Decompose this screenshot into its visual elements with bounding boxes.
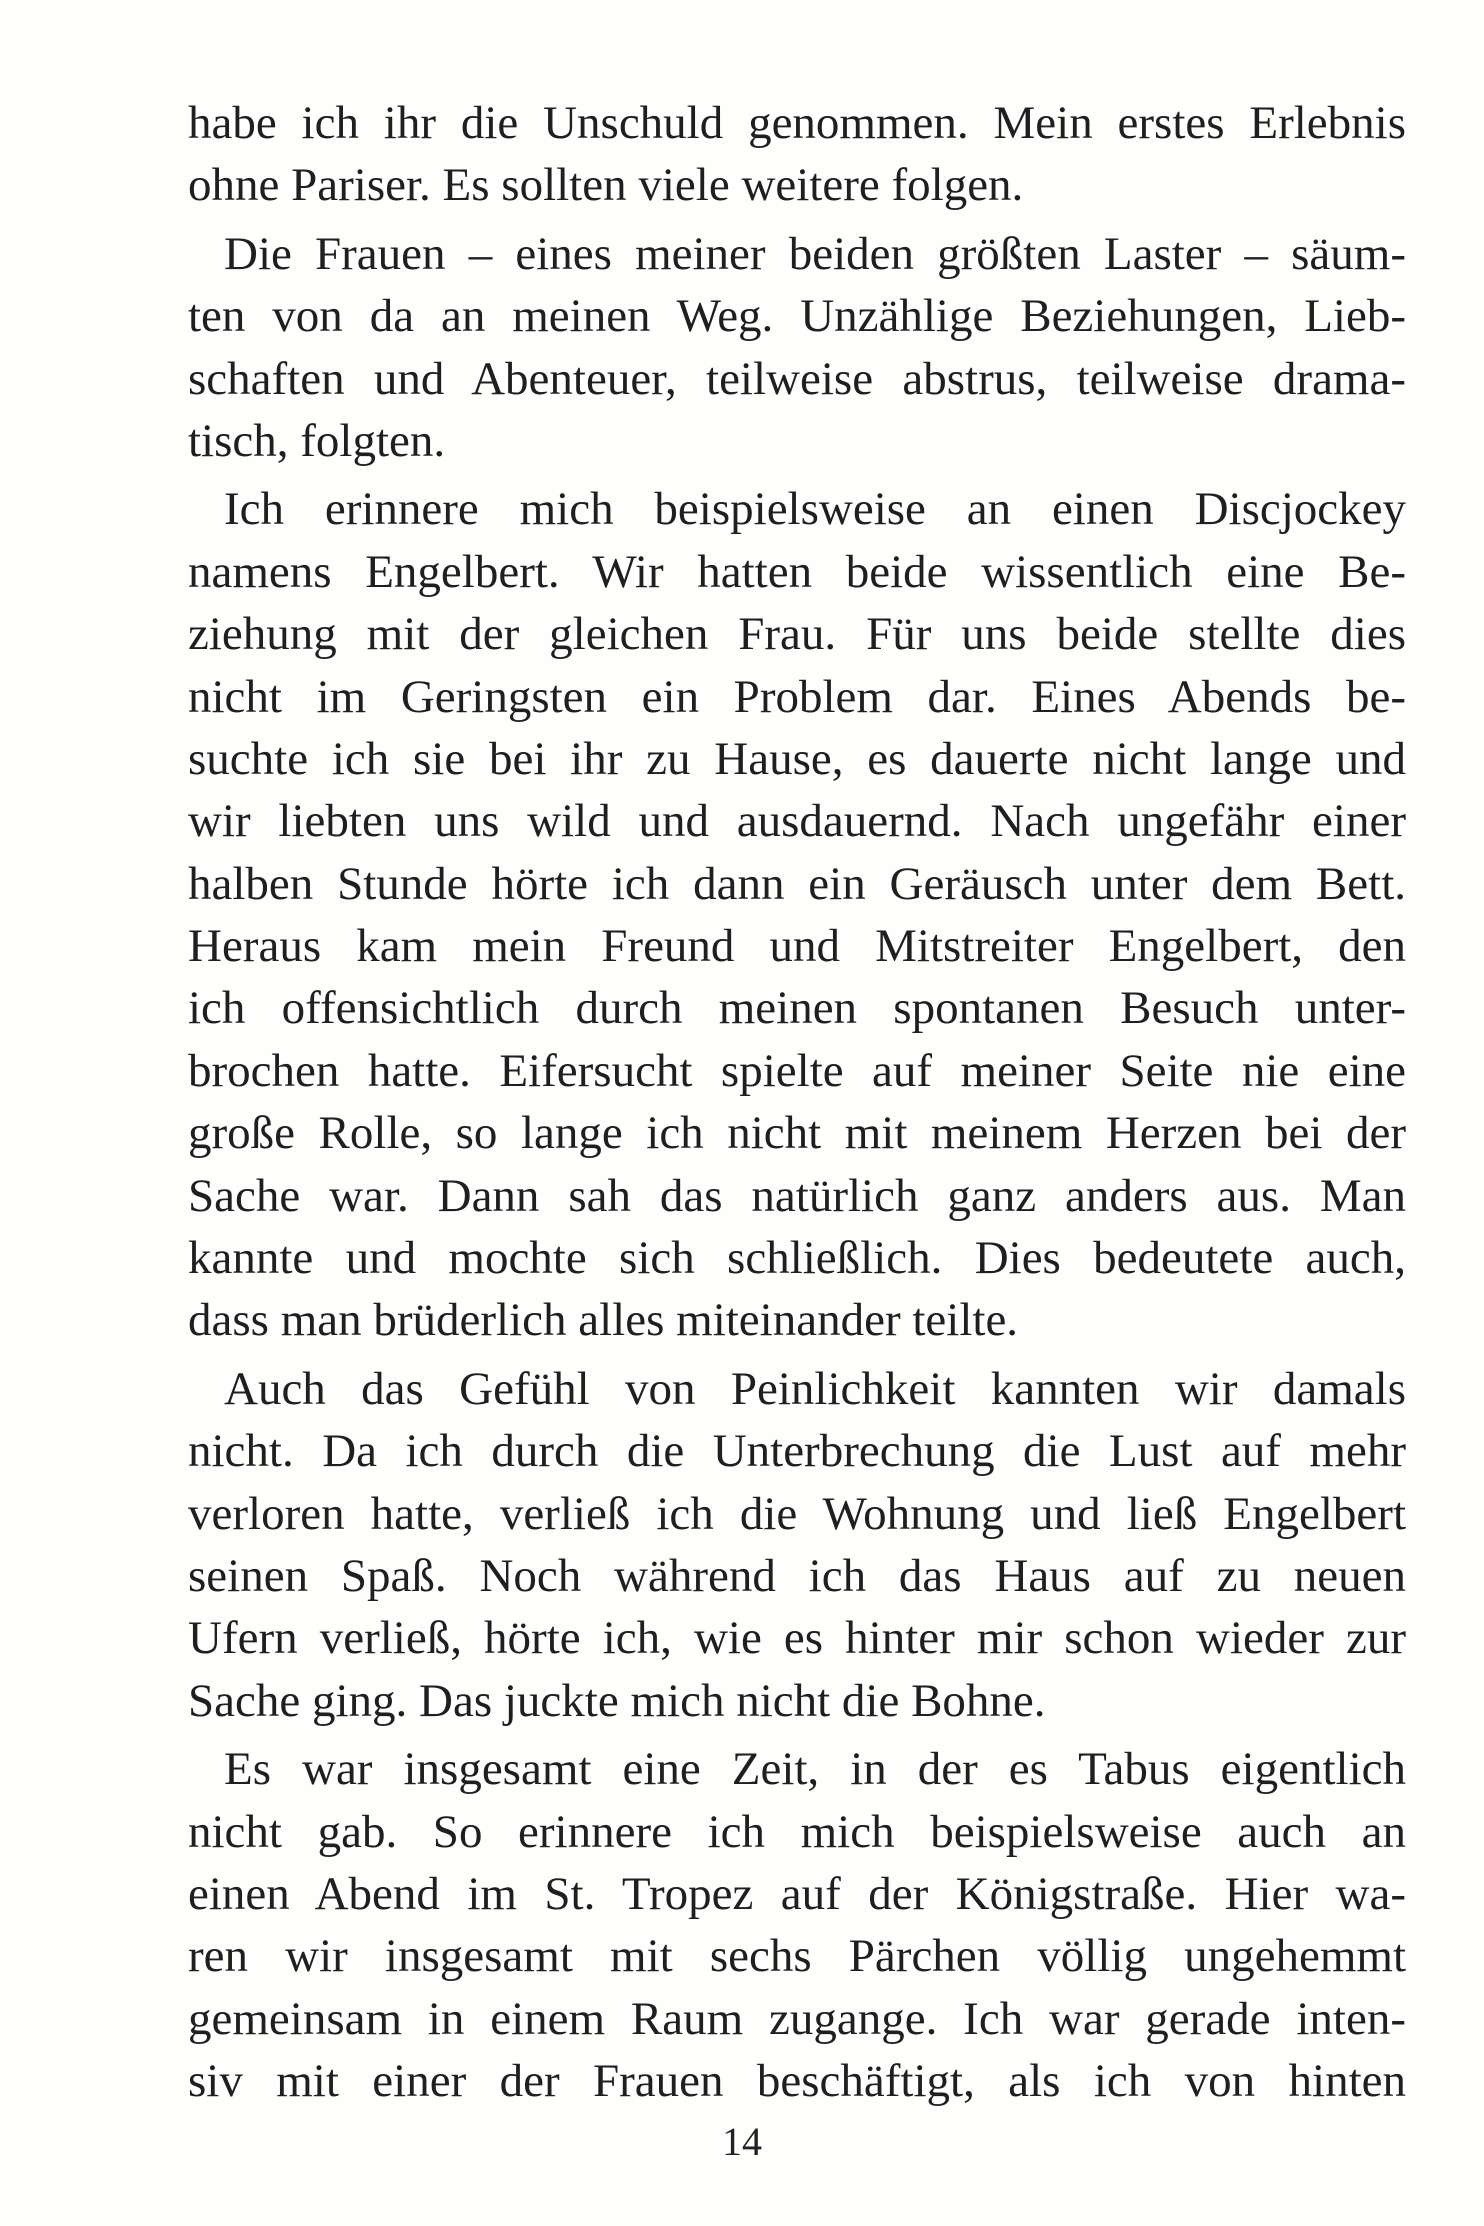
text-line: Heraus kam mein Freund und Mitstreiter Engelbert, den — [188, 920, 1406, 973]
text-line: große Rolle, so lange ich nicht mit meinem Herzen bei der — [188, 1107, 1406, 1160]
page-number: 14 — [722, 2119, 762, 2164]
text-line: ich offensichtlich durch meinen spontanen Besuch unter- — [188, 982, 1406, 1035]
text-line: gemeinsam in einem Raum zugange. Ich war gerade inten- — [188, 1992, 1406, 2045]
text-line: tisch, folgten. — [188, 414, 446, 467]
body-text — [188, 92, 1406, 2113]
text-line: seinen Spaß. Noch während ich das Haus auf zu neuen — [188, 1549, 1406, 1602]
text-line: schaften und Abenteuer, teilweise abstrus, teilweise drama- — [188, 352, 1406, 405]
text-line: Auch das Gefühl von Peinlichkeit kannten wir damals — [224, 1362, 1406, 1415]
text-line: siv mit einer der Frauen beschäftigt, als ich von hinten — [188, 2055, 1406, 2108]
text-line: halben Stunde hörte ich dann ein Geräusch unter dem Bett. — [188, 857, 1406, 910]
text-line: namens Engelbert. Wir hatten beide wissentlich eine Be- — [188, 545, 1406, 598]
text-line: dass man brüderlich alles miteinander teilte. — [188, 1294, 1019, 1347]
text-line: ren wir insgesamt mit sechs Pärchen völlig ungehemmt — [188, 1930, 1406, 1983]
text-line: kannte und mochte sich schließlich. Dies bedeutete auch, — [188, 1232, 1406, 1285]
text-line: suchte ich sie bei ihr zu Hause, es dauerte nicht lange und — [188, 732, 1406, 785]
text-line: Ufern verließ, hörte ich, wie es hinter mir schon wieder zur — [188, 1612, 1406, 1665]
text-line: ohne Pariser. Es sollten viele weitere folgen. — [188, 159, 1024, 212]
text-line: Die Frauen – eines meiner beiden größten Laster – säum- — [224, 227, 1406, 280]
text-line: einen Abend im St. Tropez auf der Königstraße. Hier wa- — [188, 1867, 1406, 1920]
text-line: nicht im Geringsten ein Problem dar. Eines Abends be- — [188, 670, 1406, 723]
text-line: Es war insgesamt eine Zeit, in der es Tabus eigentlich — [224, 1743, 1406, 1796]
text-line: Sache ging. Das juckte mich nicht die Bohne. — [188, 1674, 1046, 1727]
text-line: nicht gab. So erinnere ich mich beispielsweise auch an — [188, 1805, 1406, 1858]
text-line: ziehung mit der gleichen Frau. Für uns beide stellte dies — [188, 608, 1406, 661]
text-line: verloren hatte, verließ ich die Wohnung und ließ Engelbert — [188, 1487, 1406, 1540]
text-line: ten von da an meinen Weg. Unzählige Beziehungen, Lieb- — [188, 290, 1406, 343]
text-line: nicht. Da ich durch die Unterbrechung die Lust auf mehr — [188, 1425, 1406, 1478]
text-line: Ich erinnere mich beispielsweise an einen Discjockey — [224, 483, 1406, 536]
text-line: Sache war. Dann sah das natürlich ganz anders aus. Man — [188, 1169, 1406, 1222]
text-line: habe ich ihr die Unschuld genommen. Mein erstes Erlebnis — [188, 97, 1406, 149]
text-line: brochen hatte. Eifersucht spielte auf meiner Seite nie eine — [188, 1044, 1406, 1097]
text-line: wir liebten uns wild und ausdauernd. Nach ungefähr einer — [188, 795, 1406, 848]
